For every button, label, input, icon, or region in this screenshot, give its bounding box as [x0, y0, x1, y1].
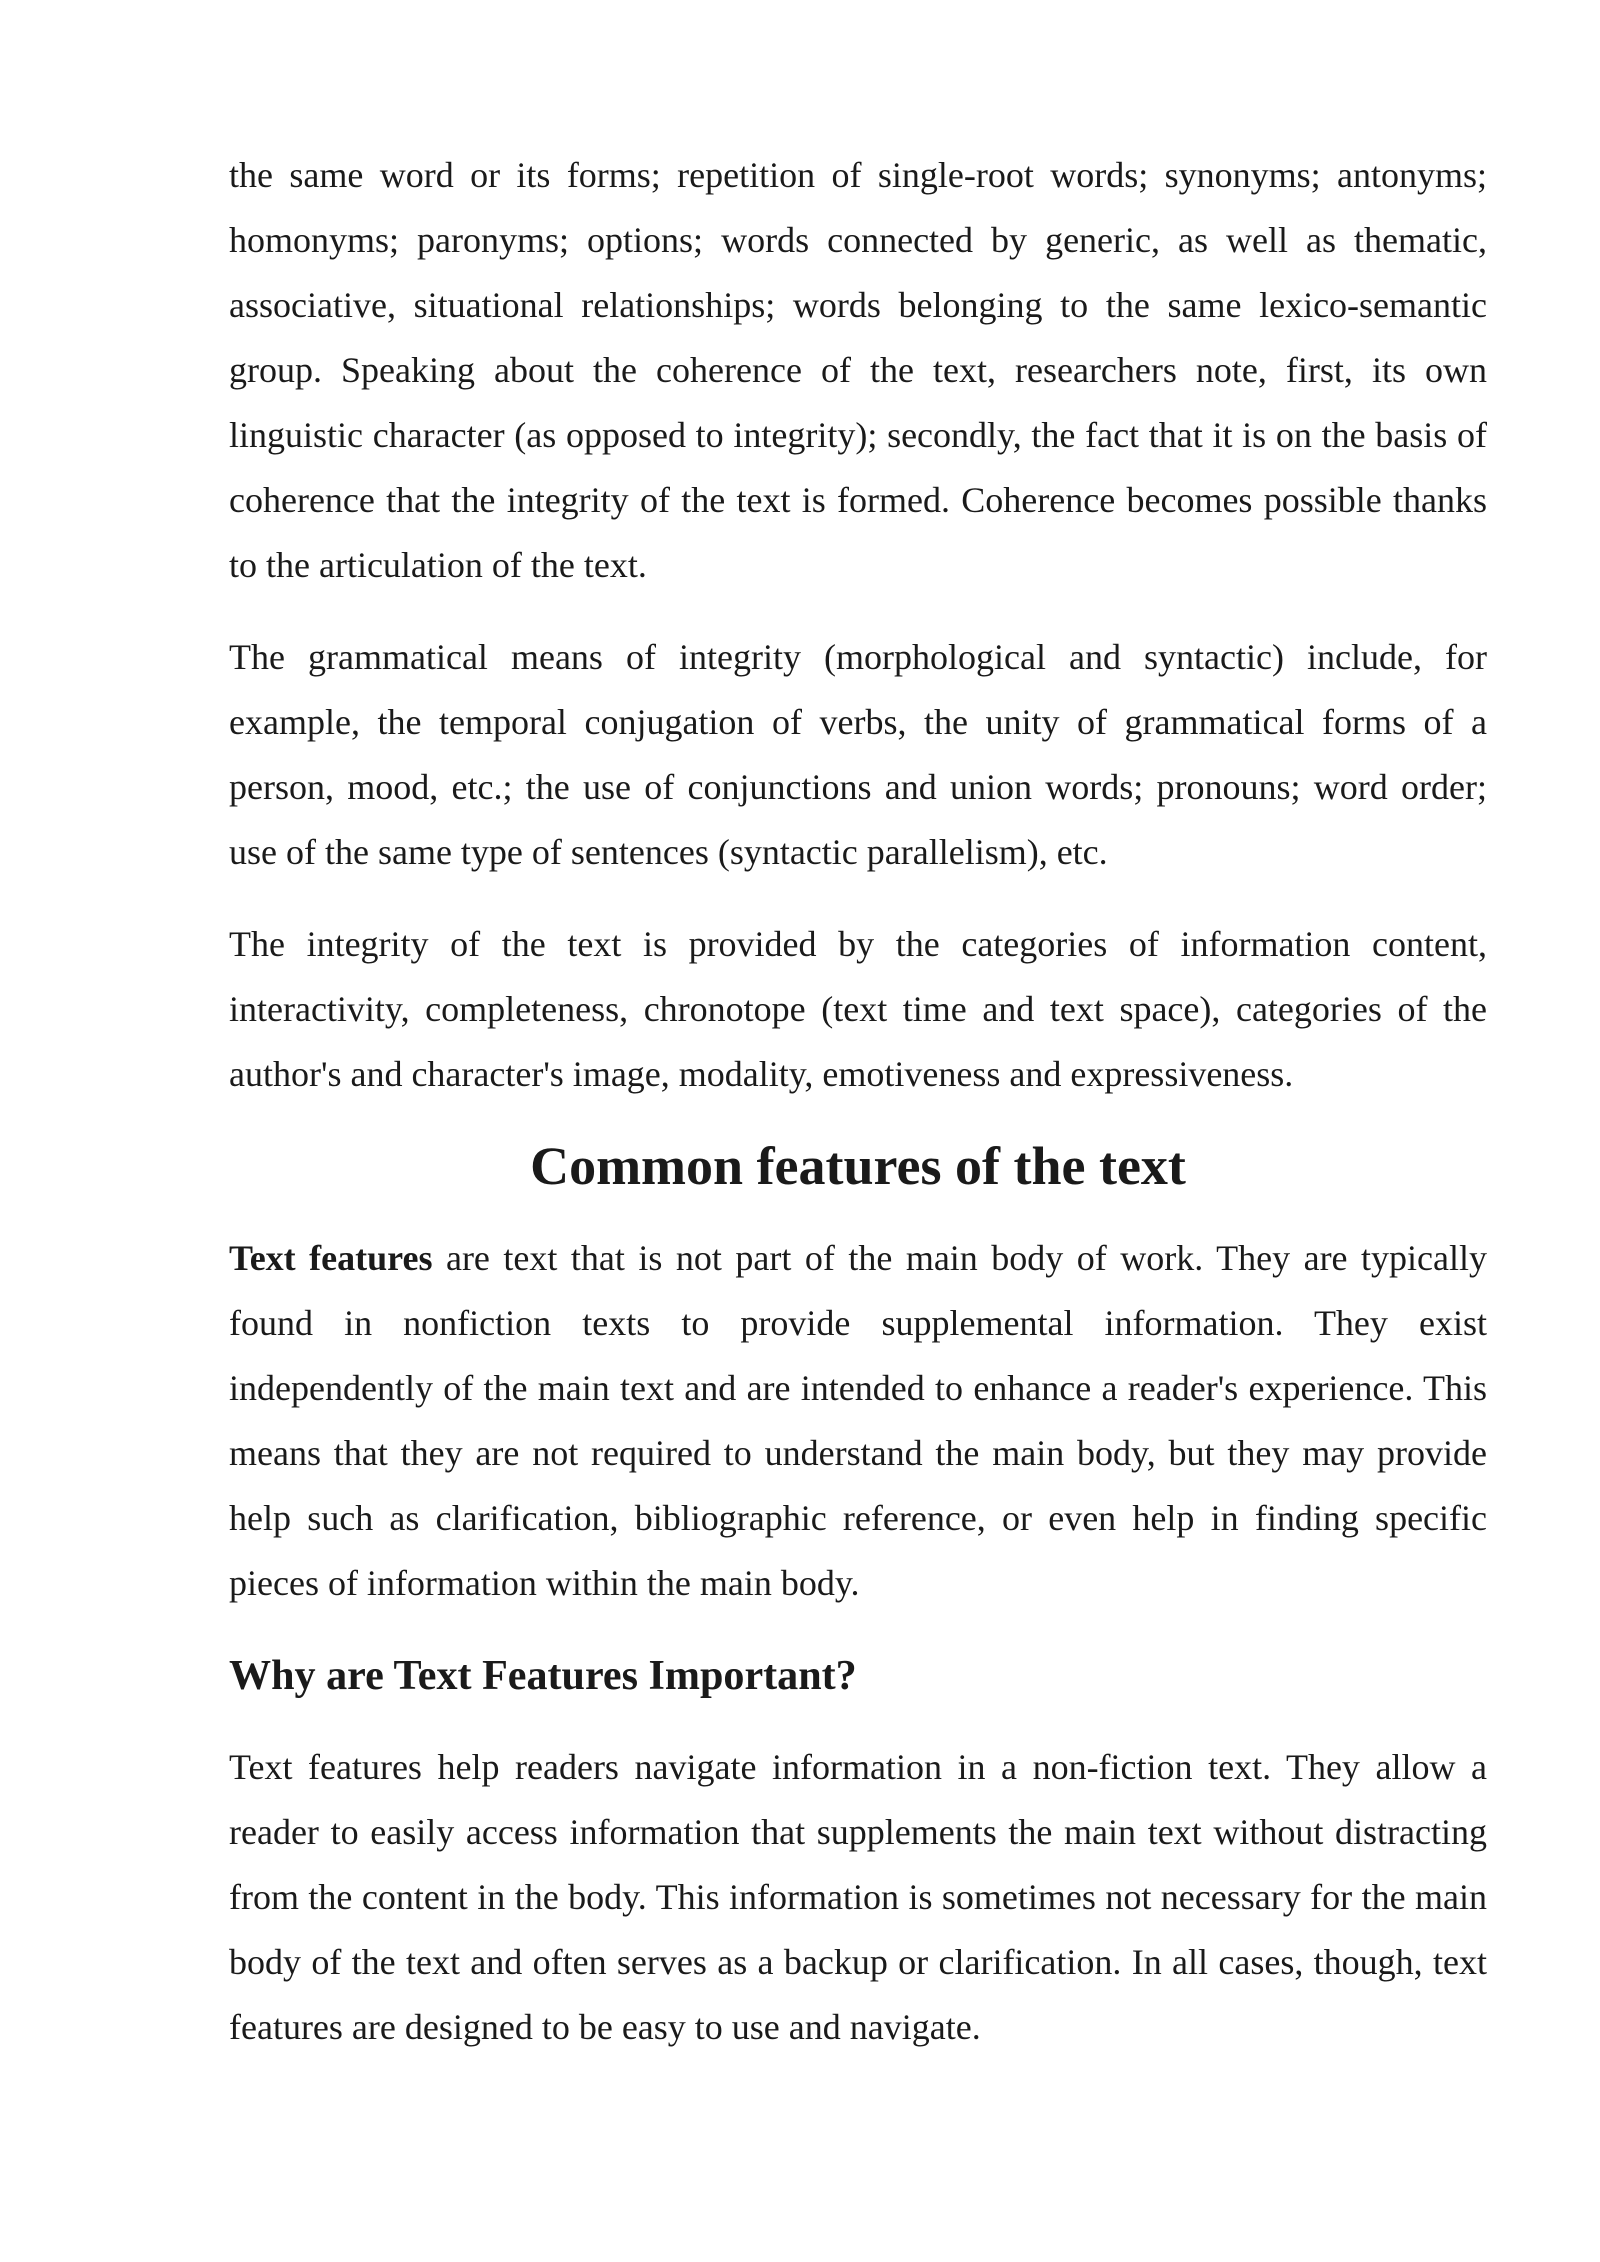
- body-paragraph-importance: Text features help readers navigate information in a non-fiction text. They allow a reader to easily access information that supplements the main text without distracting from the content in the body. This information is sometimes not necessary for the main body of the text and often serves as a backup or clarification. In all cases, though, text features are designed to be easy to use and navigate.: [229, 1747, 1487, 2047]
- text-features-lead-term: Text features: [229, 1238, 433, 1278]
- body-paragraph-coherence: the same word or its forms; repetition of single-root words; synonyms; antonyms; homonyms; paronyms; options; words connected by generic, as well as thematic, associative, situational relationships; words belonging to the same lexico-semantic group. Speaking about the coherence of the text, researchers note, first, its own linguistic character (as opposed to integrity); secondly, the fact that it is on the basis of coherence that the integrity of the text is formed. Coherence becomes possible thanks to the articulation of the text.: [229, 155, 1487, 585]
- body-paragraph-integrity: The integrity of the text is provided by the categories of information content, interactivity, completeness, chronotope (text time and text space), categories of the author's and character's image, modality, emotiveness and expressiveness.: [229, 924, 1487, 1094]
- body-paragraph-text-features: [229, 1226, 1487, 1616]
- subheading: Why are Text Features Important?: [229, 1652, 857, 1699]
- section-heading: Common features of the text: [530, 1136, 1186, 1196]
- text-features-definition: are text that is not part of the main body of work. They are typically found in nonfiction texts to provide supplemental information. They exist independently of the main text and are intended to enhance a reader's experience. This means that they are not required to understand the main body, but they may provide help such as clarification, bibliographic reference, or even help in finding specific pieces of information within the main body.: [229, 1238, 1488, 1603]
- document-page: [229, 143, 1487, 2087]
- body-paragraph-grammatical-means: The grammatical means of integrity (morphological and syntactic) include, for example, the temporal conjugation of verbs, the unity of grammatical forms of a person, mood, etc.; the use of conjunctions and union words; pronouns; word order; use of the same type of sentences (syntactic parallelism), etc.: [229, 637, 1487, 872]
